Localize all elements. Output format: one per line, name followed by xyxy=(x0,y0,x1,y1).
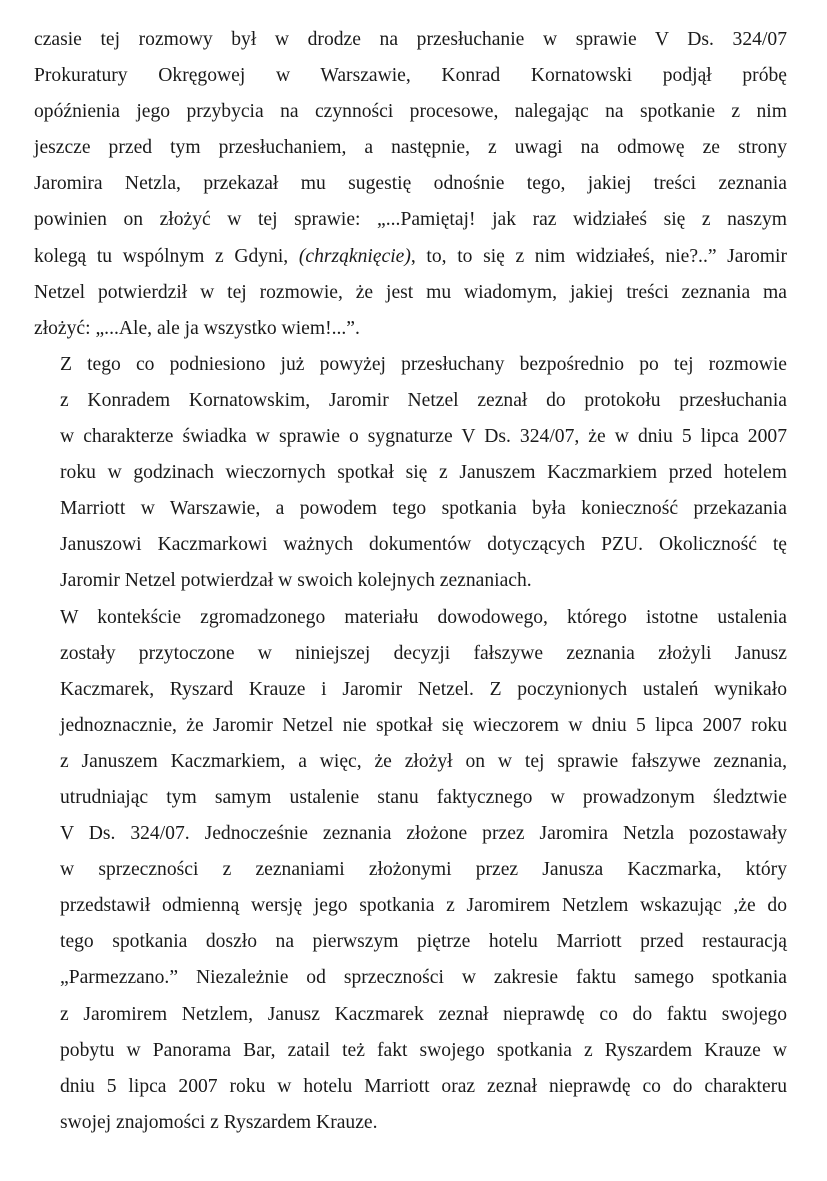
text-line: w charakterze świadka w sprawie o sygnaturze V Ds. 324/07, że w dniu 5 lipca 2007 xyxy=(60,426,787,448)
text-line: z Konradem Kornatowskim, Jaromir Netzel zeznał do protokołu przesłuchania xyxy=(60,389,787,411)
text-line: opóźnienia jego przybycia na czynności procesowe, nalegając na spotkanie z nim xyxy=(34,101,787,123)
text-line: Marriott w Warszawie, a powodem tego spotkania była konieczność przekazania xyxy=(60,498,787,520)
text-line: z Jaromirem Netzlem, Janusz Kaczmarek zeznał nieprawdę co do faktu swojego xyxy=(60,1003,787,1025)
text-line: tego spotkania doszło na pierwszym piętrze hotelu Marriott przed restauracją xyxy=(60,931,787,953)
paragraph-1 xyxy=(34,22,787,347)
text-line: czasie tej rozmowy był w drodze na przesłuchanie w sprawie V Ds. 324/07 xyxy=(34,29,787,50)
text-line: Netzel potwierdził w tej rozmowie, że jest mu wiadomym, jakiej treści zeznania ma xyxy=(34,281,787,303)
paragraph-3 xyxy=(34,600,787,1141)
text-line: Januszowi Kaczmarkowi ważnych dokumentów dotyczących PZU. Okoliczność tę xyxy=(60,534,787,556)
text-line: dniu 5 lipca 2007 roku w hotelu Marriott oraz zeznał nieprawdę co do charakteru xyxy=(60,1075,787,1097)
text-line: z Januszem Kaczmarkiem, a więc, że złożył on w tej sprawie fałszywe zeznania, xyxy=(60,750,787,772)
text-line: W kontekście zgromadzonego materiału dowodowego, którego istotne ustalenia xyxy=(60,606,787,628)
text-line: „Parmezzano.” Niezależnie od sprzeczności w zakresie faktu samego spotkania xyxy=(60,967,787,989)
paragraph-2 xyxy=(34,347,787,600)
text-line: jednoznacznie, że Jaromir Netzel nie spotkał się wieczorem w dniu 5 lipca 2007 roku xyxy=(60,714,787,736)
text-line: zostały przytoczone w niniejszej decyzji fałszywe zeznania złożyli Janusz xyxy=(60,642,787,664)
text-line: roku w godzinach wieczornych spotkał się z Januszem Kaczmarkiem przed hotelem xyxy=(60,462,787,484)
text-line: V Ds. 324/07. Jednocześnie zeznania złożone przez Jaromira Netzla pozostawały xyxy=(60,823,787,845)
text-line: jeszcze przed tym przesłuchaniem, a następnie, z uwagi na odmowę ze strony xyxy=(34,137,787,159)
text-span: , to, to się z nim widziałeś, nie?..” Jaromir xyxy=(410,245,788,267)
text-line: złożyć: „...Ale, ale ja wszystko wiem!...”. xyxy=(34,317,360,339)
text-line: Jaromir Netzel potwierdzał w swoich kolejnych zeznaniach. xyxy=(60,570,532,592)
text-line: Kaczmarek, Ryszard Krauze i Jaromir Netzel. Z poczynionych ustaleń wynikało xyxy=(60,678,787,700)
text-span: kolegą tu wspólnym z Gdyni, xyxy=(34,245,299,267)
text-line: pobytu w Panorama Bar, zatail też fakt swojego spotkania z Ryszardem Krauze w xyxy=(60,1039,787,1061)
text-line: Jaromira Netzla, przekazał mu sugestię odnośnie tego, jakiej treści zeznania xyxy=(34,173,787,195)
text-line: utrudniając tym samym ustalenie stanu faktycznego w prowadzonym śledztwie xyxy=(60,786,787,808)
italic-remark: (chrząknięcie) xyxy=(298,245,411,267)
text-line: powinien on złożyć w tej sprawie: „...Pamiętaj! jak raz widziałeś się z naszym xyxy=(34,209,787,231)
text-line: przedstawił odmienną wersję jego spotkania z Jaromirem Netzlem wskazując ,że do xyxy=(60,895,787,917)
text-line: swojej znajomości z Ryszardem Krauze. xyxy=(60,1111,378,1133)
text-line: Prokuratury Okręgowej w Warszawie, Konrad Kornatowski podjął próbę xyxy=(34,65,787,87)
text-line: Z tego co podniesiono już powyżej przesłuchany bezpośrednio po tej rozmowie xyxy=(60,353,787,375)
text-line xyxy=(34,239,787,275)
text-line: w sprzeczności z zeznaniami złożonymi przez Janusza Kaczmarka, który xyxy=(60,859,787,881)
